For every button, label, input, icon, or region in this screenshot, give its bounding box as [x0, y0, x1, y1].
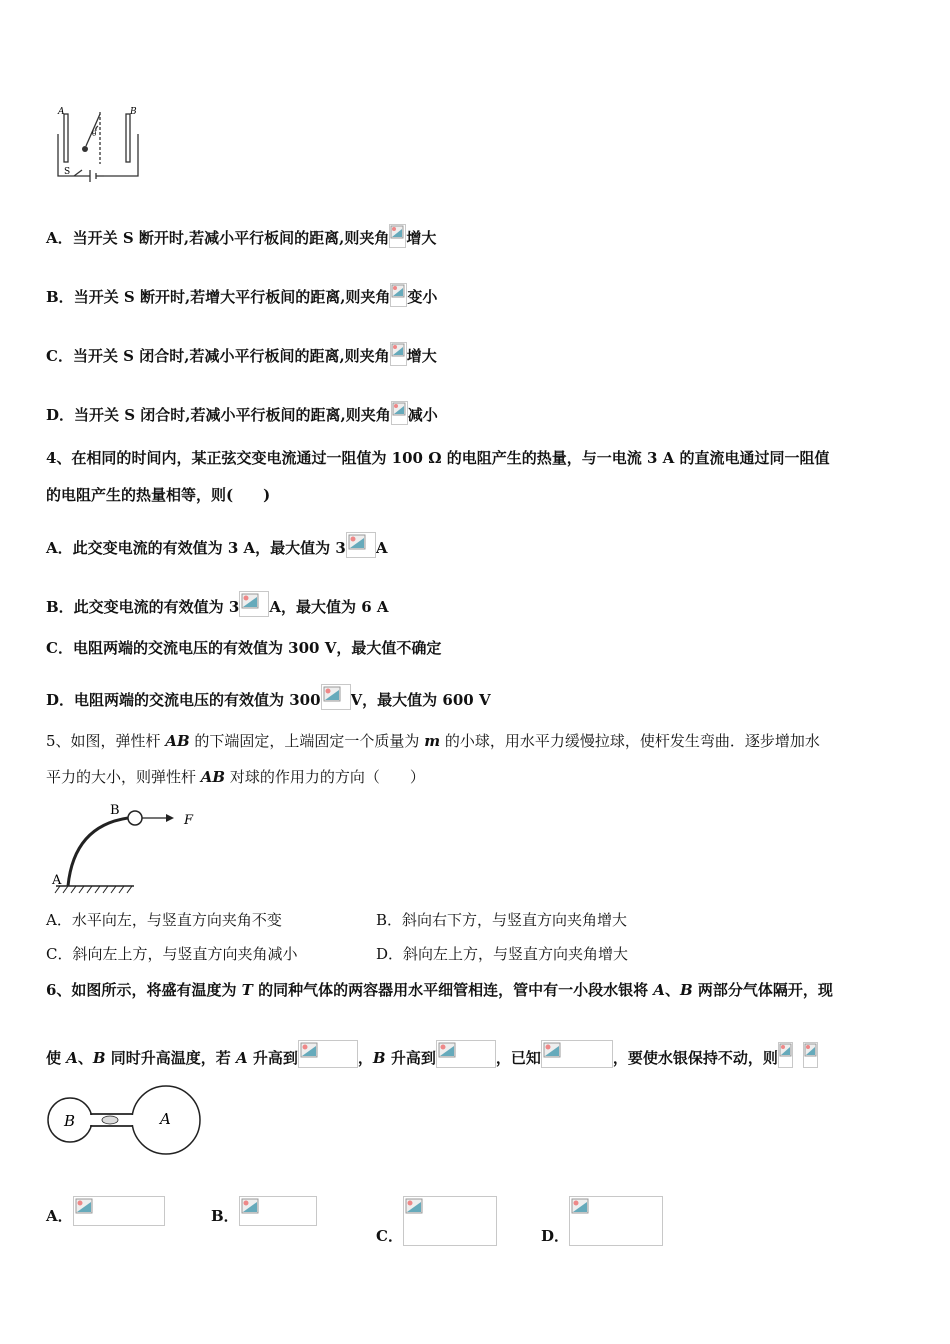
broken-image-icon	[803, 1042, 818, 1068]
broken-image-icon	[239, 591, 269, 617]
broken-image-icon	[239, 1196, 317, 1226]
q4-option-a[interactable]: A．此交变电流的有效值为 3 A，最大值为 3 A	[46, 532, 387, 558]
q6-stem-line2: 使 A、B 同时升高温度，若 A 升高到 ，B 升高到 ，已知 ，要使水银保持不动，则	[46, 1040, 818, 1068]
q6-stem-line1: 6、如图所示，将盛有温度为 T 的同种气体的两容器用水平细管相连，管中有一小段水银将 A、B 两部分气体隔开，现	[46, 981, 833, 999]
elastic-rod-figure	[46, 800, 206, 900]
q3-option-b[interactable]: B．当开关 S 断开时,若增大平行板间的距离,则夹角 变小	[46, 283, 437, 307]
two-containers-figure	[46, 1084, 206, 1156]
theta-label: θ	[92, 130, 97, 138]
q6-option-d[interactable]: D．	[541, 1196, 663, 1246]
force-f-label: F	[184, 813, 194, 828]
broken-image-icon	[569, 1196, 663, 1246]
broken-image-icon	[346, 532, 376, 558]
q3-option-c[interactable]: C．当开关 S 闭合时,若减小平行板间的距离,则夹角 增大	[46, 342, 437, 366]
capacitor-pendulum-figure	[52, 104, 144, 186]
q5-option-b[interactable]: B．斜向右下方，与竖直方向夹角增大	[376, 911, 628, 929]
container-b-label: B	[64, 1112, 76, 1130]
q4-option-d[interactable]: D．电阻两端的交流电压的有效值为 300 V，最大值为 600 V	[46, 684, 491, 710]
broken-image-icon	[436, 1040, 496, 1068]
point-b-label: B	[110, 803, 120, 818]
q3-option-a[interactable]: A．当开关 S 断开时,若减小平行板间的距离,则夹角 增大	[46, 224, 436, 248]
q5-option-c[interactable]: C．斜向左上方，与竖直方向夹角减小	[46, 945, 298, 963]
q4-stem-line1: 4、在相同的时间内，某正弦交变电流通过一阻值为 100 Ω 的电阻产生的热量，与一电流 3 A 的直流电通过同一阻值	[46, 449, 830, 467]
q6-option-b[interactable]: B．	[211, 1196, 317, 1226]
q6-option-a[interactable]: A．	[46, 1196, 165, 1226]
q5-option-d[interactable]: D．斜向左上方，与竖直方向夹角增大	[376, 945, 629, 963]
q5-option-a[interactable]: A．水平向左，与竖直方向夹角不变	[46, 911, 282, 929]
q4-stem-line2: 的电阻产生的热量相等，则( )	[46, 486, 271, 504]
broken-image-icon	[321, 684, 351, 710]
q4-option-c[interactable]: C．电阻两端的交流电压的有效值为 300 V，最大值不确定	[46, 639, 442, 657]
point-a-label: A	[52, 873, 62, 888]
q5-stem-line1: 5、如图，弹性杆 AB 的下端固定，上端固定一个质量为 m 的小球，用水平力缓慢拉球，使杆发生弯曲．逐步增加水	[46, 732, 820, 750]
broken-image-icon	[298, 1040, 358, 1068]
broken-image-icon	[778, 1042, 793, 1068]
broken-image-icon	[391, 401, 408, 425]
q6-option-c[interactable]: C．	[376, 1196, 497, 1246]
q5-stem-line2: 平力的大小，则弹性杆 AB 对球的作用力的方向（ ）	[46, 768, 425, 786]
broken-image-icon	[541, 1040, 613, 1068]
plate-b-label: B	[130, 107, 137, 117]
plate-a-label: A	[58, 107, 65, 117]
container-a-label: A	[160, 1110, 171, 1128]
q3-option-d[interactable]: D．当开关 S 闭合时,若减小平行板间的距离,则夹角 减小	[46, 401, 438, 425]
broken-image-icon	[390, 283, 407, 307]
broken-image-icon	[73, 1196, 165, 1226]
switch-s-label: S	[64, 167, 71, 177]
broken-image-icon	[389, 224, 406, 248]
broken-image-icon	[390, 342, 407, 366]
broken-image-icon	[403, 1196, 497, 1246]
q4-option-b[interactable]: B．此交变电流的有效值为 3 A，最大值为 6 A	[46, 591, 389, 617]
